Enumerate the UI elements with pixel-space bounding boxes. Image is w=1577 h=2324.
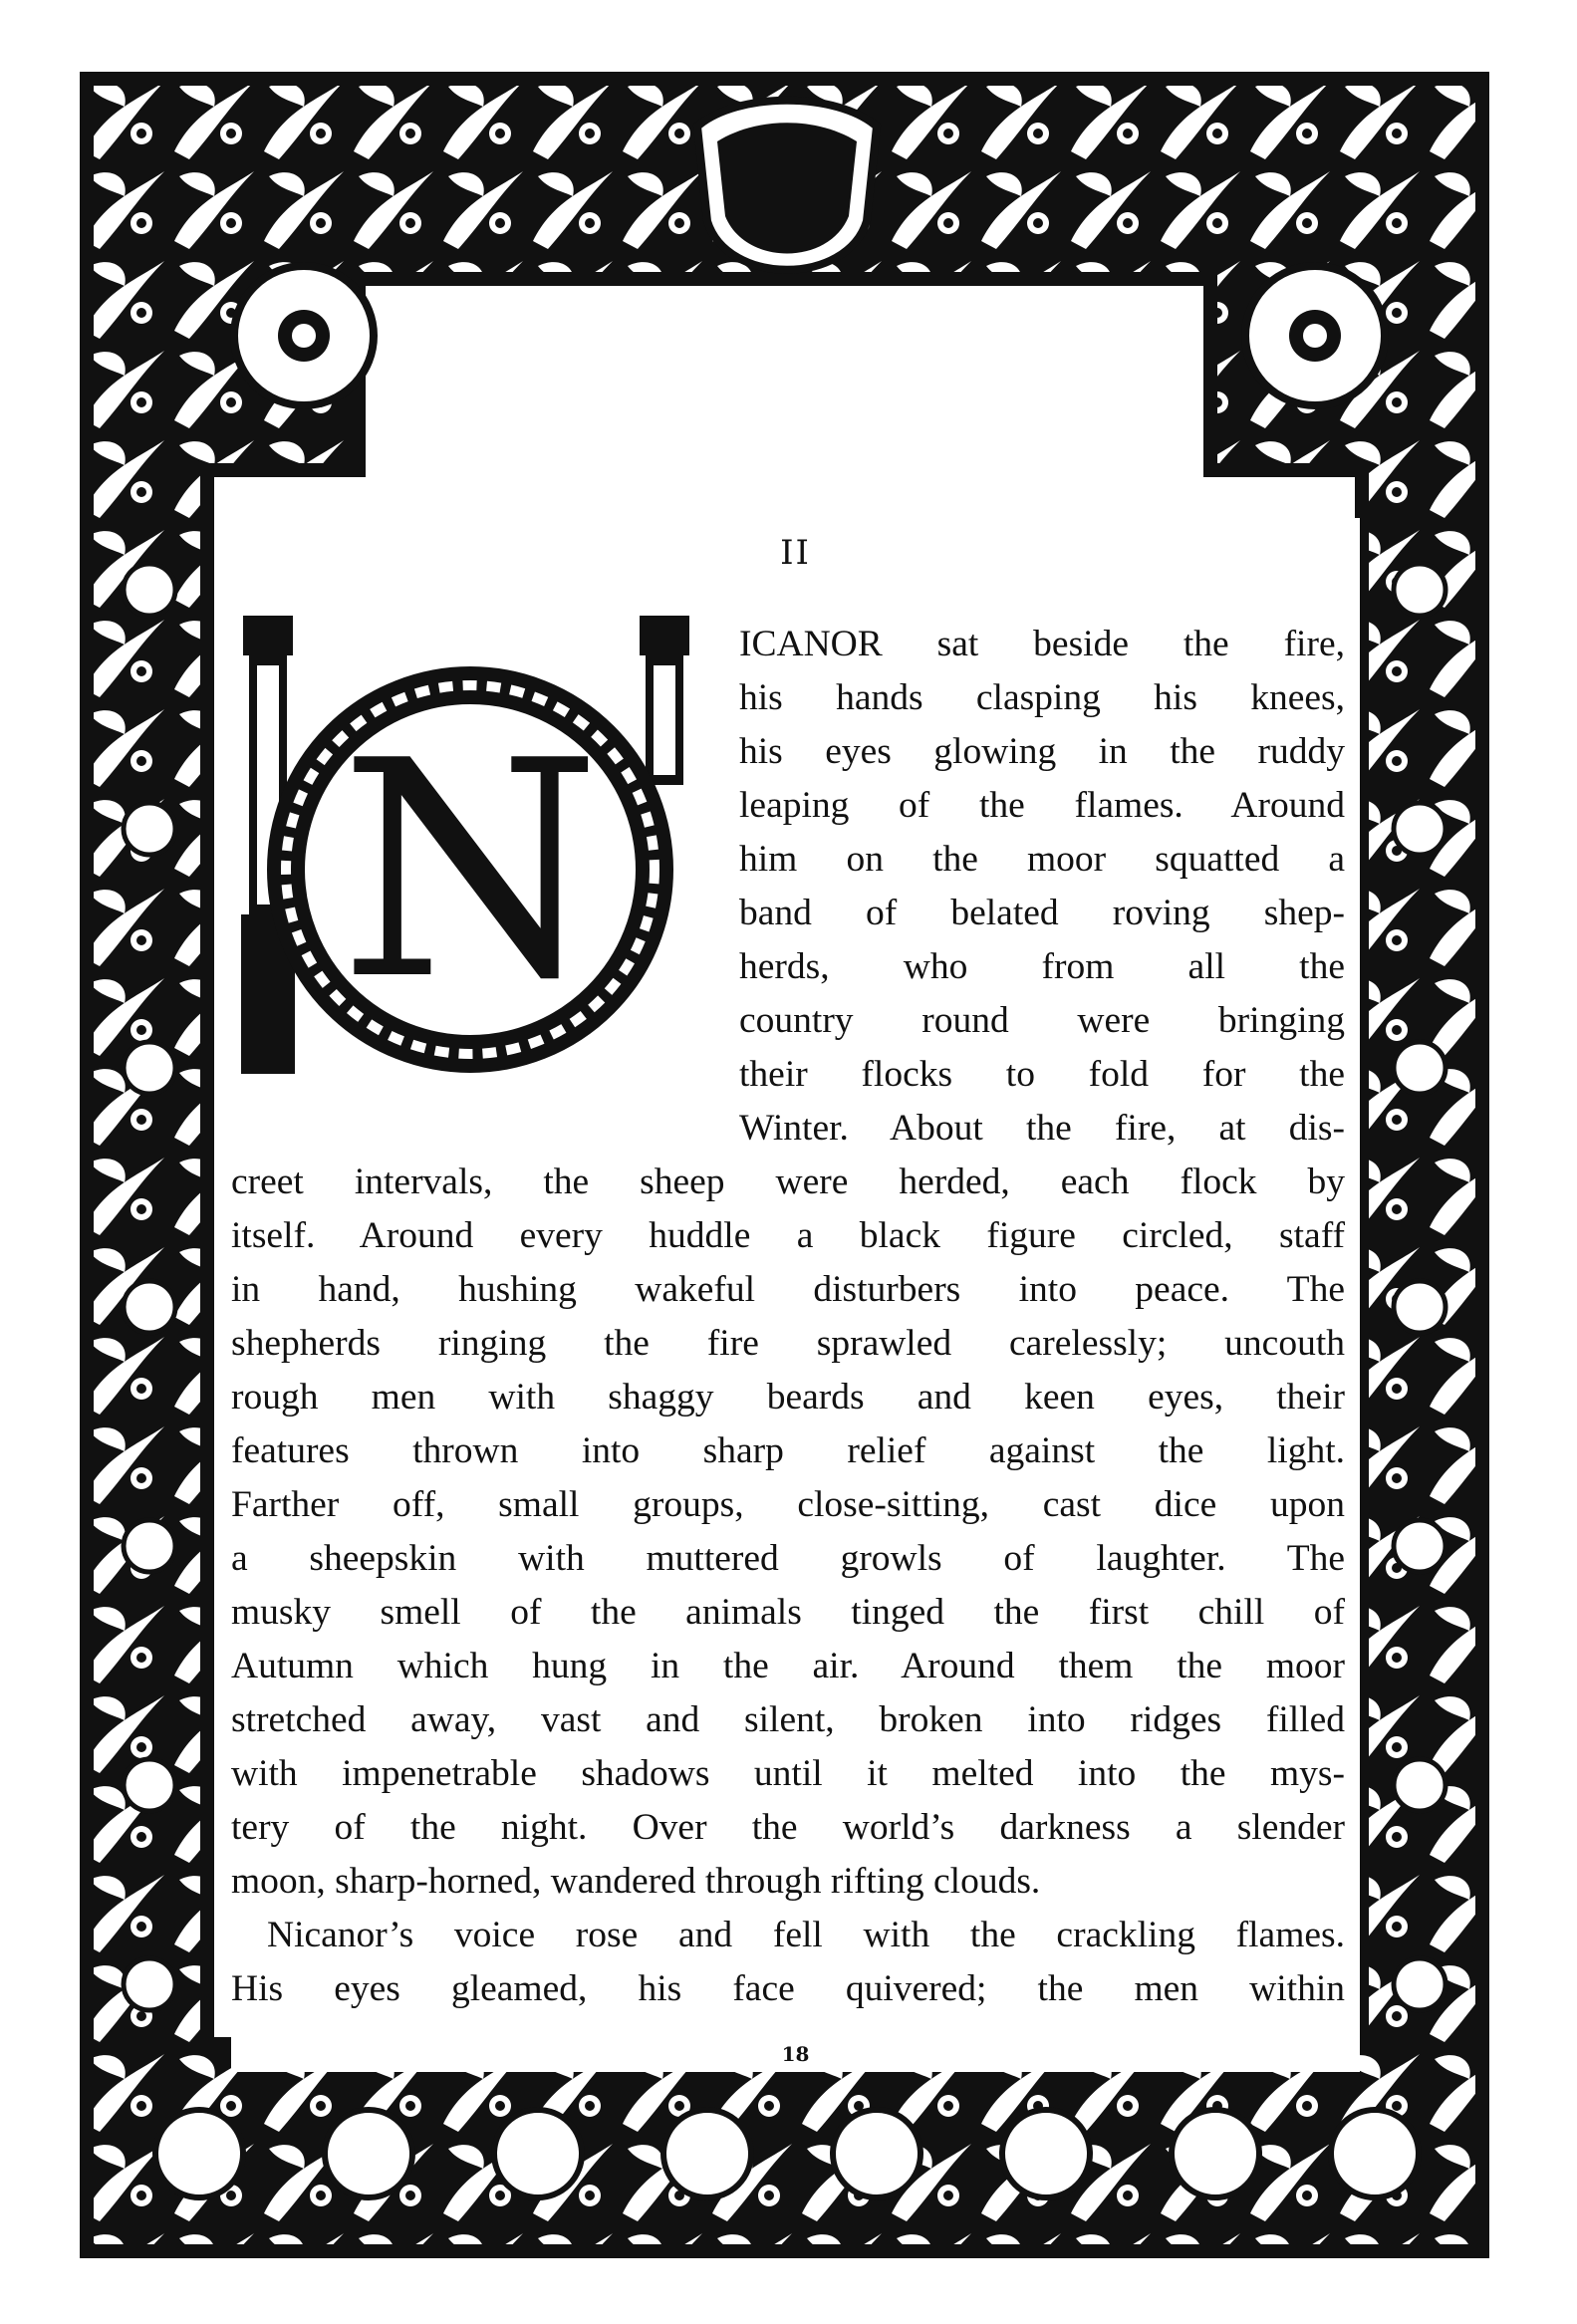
text-line: a sheepskin with muttered growls of laughter. The — [231, 1538, 1345, 1579]
body-paragraph — [231, 618, 1345, 2016]
text-line: Nicanor’s voice rose and fell with the crackling flames. — [267, 1915, 1345, 1955]
text-line: with impenetrable shadows until it melted into the mys- — [231, 1753, 1345, 1794]
text-line: his hands clasping his knees, — [739, 677, 1345, 718]
text-line: Winter. About the fire, at dis- — [739, 1108, 1345, 1149]
page-number: 18 — [781, 2042, 810, 2066]
text-line: stretched away, vast and silent, broken into ridges filled — [231, 1699, 1345, 1740]
initial-letter: N — [339, 697, 602, 1045]
text-line: him on the moor squatted a — [739, 839, 1345, 880]
text-line: moon, sharp-horned, wandered through rifting clouds. — [231, 1861, 1041, 1902]
text-line: shepherds ringing the fire sprawled carelessly; uncouth — [231, 1323, 1345, 1364]
text-line: herds, who from all the — [739, 946, 1345, 987]
text-line: in hand, hushing wakeful disturbers into peace. The — [231, 1269, 1345, 1310]
text-line: His eyes gleamed, his face quivered; the men within — [231, 1968, 1345, 2009]
text-line: ICANOR sat beside the fire, — [739, 624, 1345, 664]
text-line: features thrown into sharp relief against the light. — [231, 1430, 1345, 1471]
text-line: itself. Around every huddle a black figure circled, staff — [231, 1215, 1345, 1256]
text-panel — [231, 518, 1360, 2072]
rosette-right-icon — [1245, 266, 1385, 405]
text-line: creet intervals, the sheep were herded, each flock by — [231, 1162, 1345, 1202]
text-line: band of belated roving shep- — [739, 893, 1345, 933]
text-line: their flocks to fold for the — [739, 1054, 1345, 1095]
harp-emblem-icon — [697, 101, 877, 270]
text-line: Autumn which hung in the air. Around them the moor — [231, 1646, 1345, 1686]
rosette-left-icon — [234, 266, 374, 405]
text-line: musky smell of the animals tinged the first chill of — [231, 1592, 1345, 1633]
text-line: tery of the night. Over the world’s darkness a slender — [231, 1807, 1345, 1848]
text-line: country round were bringing — [739, 1000, 1345, 1041]
text-line: his eyes glowing in the ruddy — [739, 731, 1345, 772]
text-line: Farther off, small groups, close-sitting, cast dice upon — [231, 1484, 1345, 1525]
text-line: rough men with shaggy beards and keen eyes, their — [231, 1377, 1345, 1418]
chapter-number: II — [780, 533, 811, 573]
text-line: leaping of the flames. Around — [739, 785, 1345, 826]
